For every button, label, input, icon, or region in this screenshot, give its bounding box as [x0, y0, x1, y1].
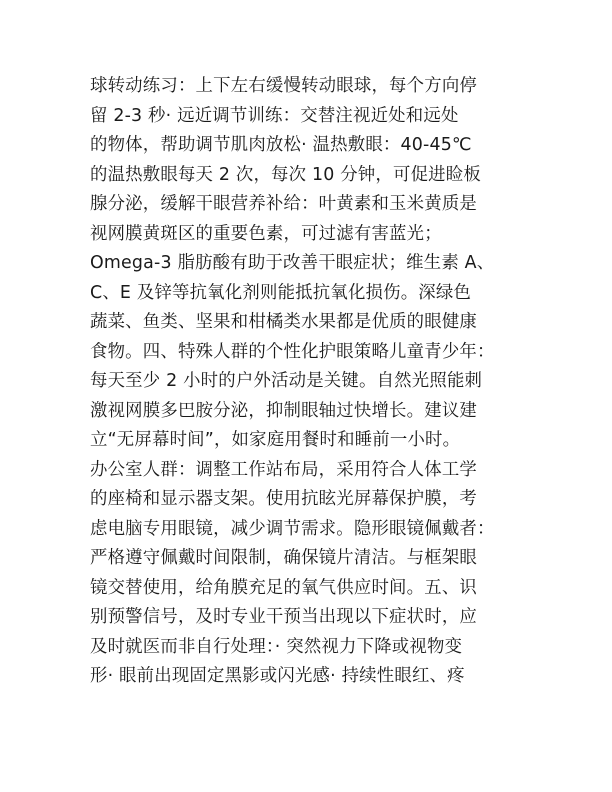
- text-line: 立“无屏幕时间”，如家庭用餐时和睡前一小时。: [90, 430, 461, 450]
- text-line: 的温热敷眼每天 2 次，每次 10 分钟，可促进睑板: [90, 164, 481, 185]
- text-line: 食物。四、特殊人群的个性化护眼策略儿童青少年：: [90, 341, 495, 362]
- text-line: 激视网膜多巴胺分泌，抑制眼轴过快增长。建议建: [90, 400, 477, 421]
- text-line: 别预警信号，及时专业干预当出现以下症状时，应: [90, 607, 477, 627]
- text-line: 镜交替使用，给角膜充足的氧气供应时间。五、识: [90, 577, 477, 598]
- text-line: C、E 及锌等抗氧化剂则能抵抗氧化损伤。深绿色: [90, 282, 472, 303]
- text-line: 球转动练习：上下左右缓慢转动眼球，每个方向停: [90, 76, 477, 96]
- text-line: Omega-3 脂肪酸有助于改善干眼症状；维生素 A、: [90, 253, 495, 273]
- text-line: 视网膜黄斑区的重要色素，可过滤有害蓝光；: [90, 223, 442, 244]
- text-line: 蔬菜、鱼类、坚果和柑橘类水果都是优质的眼健康: [90, 312, 477, 332]
- text-line: 虑电脑专用眼镜，减少调节需求。隐形眼镜佩戴者：: [90, 518, 495, 539]
- text-line: 留 2-3 秒· 远近调节训练：交替注视近处和远处: [90, 105, 459, 126]
- text-line: 腺分泌，缓解干眼营养补给：叶黄素和玉米黄质是: [90, 194, 477, 214]
- body-text: [90, 72, 530, 692]
- text-line: 办公室人群：调整工作站布局，采用符合人体工学: [90, 459, 477, 480]
- text-line: 的物体，帮助调节肌肉放松· 温热敷眼：40-45℃: [90, 135, 472, 155]
- text-line: 形· 眼前出现固定黑影或闪光感· 持续性眼红、疼: [90, 666, 465, 686]
- text-line: 及时就医而非自行处理：· 突然视力下降或视物变: [90, 636, 463, 657]
- text-line: 每天至少 2 小时的户外活动是关键。自然光照能刺: [90, 371, 483, 391]
- text-line: 严格遵守佩戴时间限制，确保镜片清洁。与框架眼: [90, 548, 477, 568]
- text-line: 的座椅和显示器支架。使用抗眩光屏幕保护膜，考: [90, 489, 477, 509]
